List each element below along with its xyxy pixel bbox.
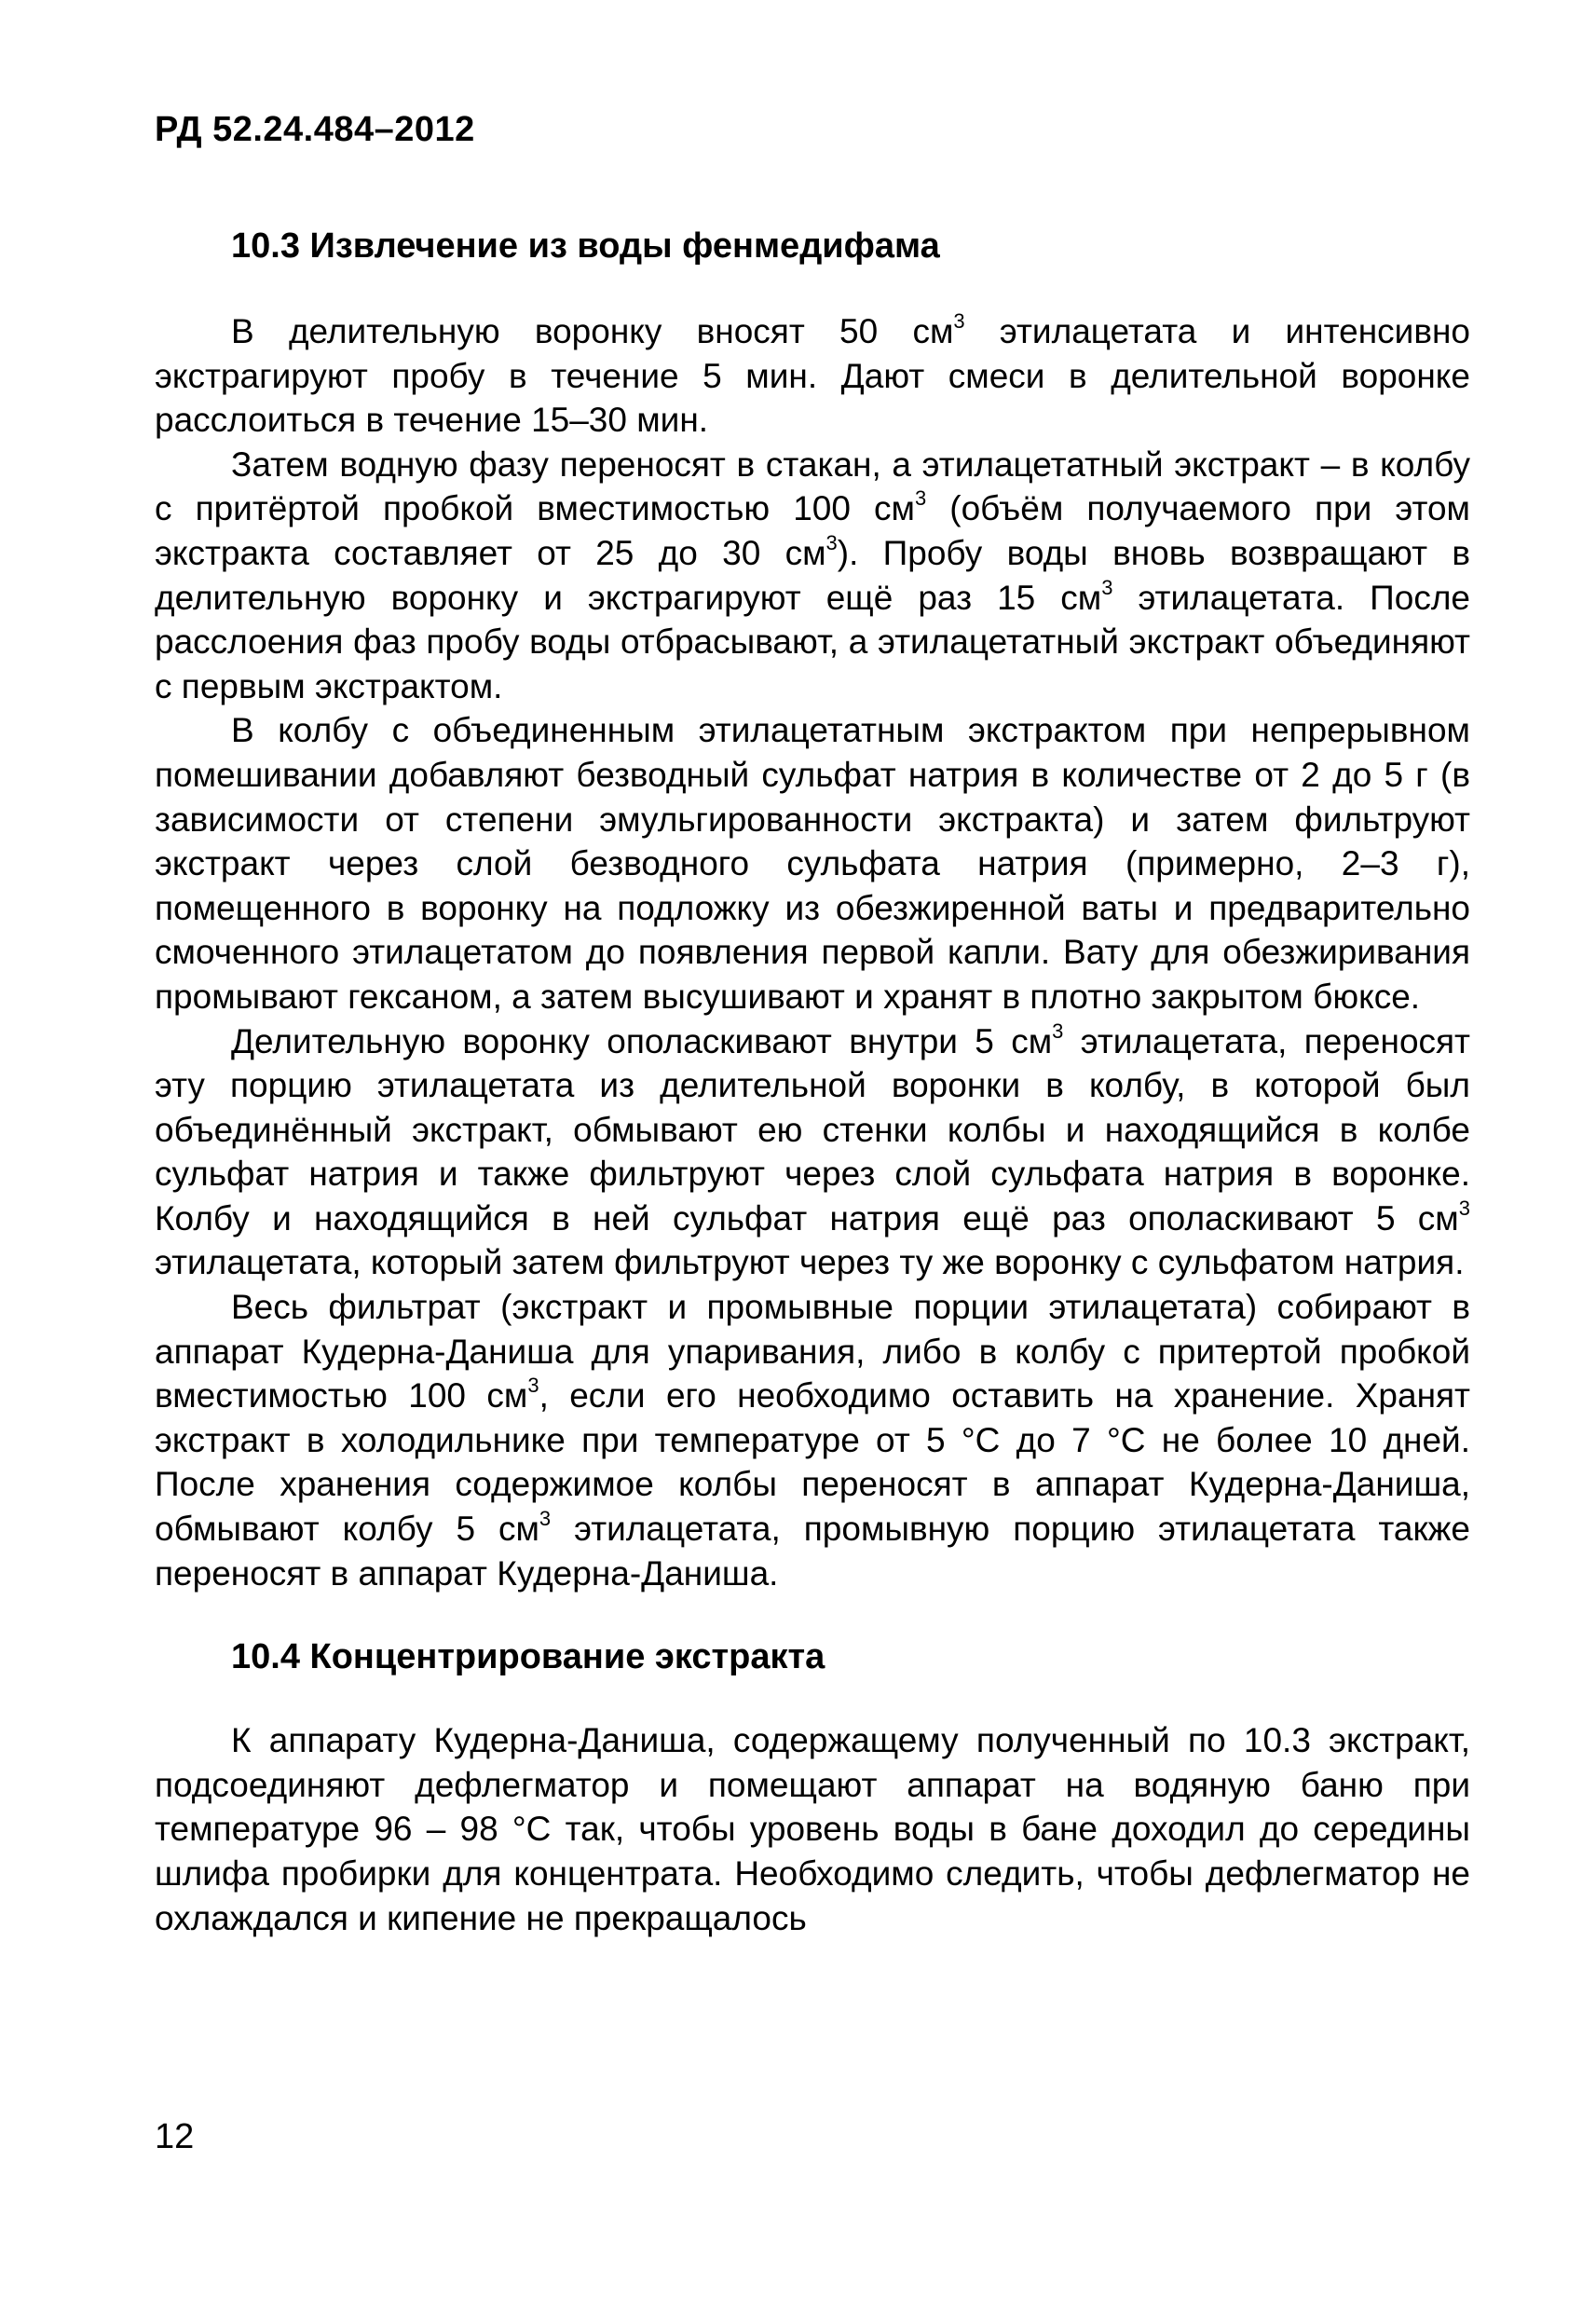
superscript: 3 <box>953 309 965 333</box>
page-content <box>155 224 1470 1940</box>
paragraph-10-3-3: В колбу с объединенным этилацетатным экстрактом при непрерывном помешивании добавляют безводный сульфат натрия в количестве от 2 до 5 г (в зависимости от степени эмульгированности экстракта) и затем фильтруют экстракт через слой безводного сульфата натрия (примерно, 2–3 г), помещенного в воронку на подложку из обезжиренной ваты и предварительно смоченного этилацетатом до появления первой капли. Вату для обезжиривания промывают гексаном, а затем высушивают и хранят в плотно закрытом бюксе. <box>155 711 1470 1016</box>
section-heading-10-4: 10.4 Концентрирование экстракта <box>231 1637 825 1677</box>
paragraph-10-3-2 <box>155 443 1470 709</box>
paragraph-10-3-5 <box>155 1285 1470 1595</box>
text-run: , если его необходимо оставить на хранение. Хранят экстракт в холодильнике при температуре от 5 °С до 7 °С не более 10 дней. После хранения содержимое колбы переносят в аппарат Кудерна-Даниша, обмывают колбу 5 см <box>155 1376 1471 1549</box>
text-run: Весь фильтрат (экстракт и промывные порции этилацетата) собирают в аппарат Кудерна-Даниша для упаривания, либо в колбу с притертой пробкой вместимостью 100 см <box>155 1288 1470 1415</box>
document-code: РД 52.24.484–2012 <box>155 110 475 149</box>
text-run: В делительную воронку вносят 50 см <box>231 312 954 350</box>
superscript: 3 <box>527 1374 539 1398</box>
paragraph-10-4-1: К аппарату Кудерна-Даниша, содержащему полученный по 10.3 экстракт, подсоединяют дефлегматор и помещают аппарат на водяную баню при температуре 96 – 98 °С так, чтобы уровень воды в бане доходил до середины шлифа пробирки для концентрата. Необходимо следить, чтобы дефлегматор не охлаждался и кипение не прекращалось <box>155 1721 1470 1937</box>
superscript: 3 <box>825 530 838 554</box>
text-run: этилацетата, переносят эту порцию этилацетата из делительной воронки в колбу, в которой был объединённый экстракт, обмывают ею стенки колбы и находящийся в колбе сульфат натрия и также фильтруют через слой сульфата натрия в воронке. Колбу и находящийся в ней сульфат натрия ещё раз ополаскивают 5 см <box>155 1021 1471 1238</box>
text-run: (объём получаемого при этом экстракта составляет от 25 до 30 см <box>155 489 1470 572</box>
text-run: Делительную воронку ополаскивают внутри 5 см <box>231 1021 1053 1060</box>
page-number: 12 <box>155 2117 195 2156</box>
text-run: этилацетата. После расслоения фаз пробу воды отбрасывают, а этилацетатный экстракт объединяют с первым экстрактом. <box>155 578 1470 705</box>
section-spacer <box>155 1595 1470 1634</box>
paragraph-10-3-1 <box>155 309 1470 443</box>
superscript: 3 <box>1101 575 1113 599</box>
paragraph-10-3-4 <box>155 1019 1470 1286</box>
text-run: этилацетата, который затем фильтруют через ту же воронку с сульфатом натрия. <box>155 1243 1465 1282</box>
superscript: 3 <box>1458 1196 1470 1220</box>
text-run: Затем водную фазу переносят в стакан, а этилацетатный экстракт – в колбу с притёртой пробкой вместимостью 100 см <box>155 444 1470 528</box>
superscript: 3 <box>914 486 927 511</box>
section-heading-10-3: 10.3 Извлечение из воды фенмедифама <box>231 226 940 266</box>
superscript: 3 <box>539 1507 552 1531</box>
text-run: этилацетата, промывную порцию этилацетата также переносят в аппарат Кудерна-Даниша. <box>155 1510 1470 1593</box>
text-run: этилацетата и интенсивно экстрагируют пробу в течение 5 мин. Дают смеси в делительной воронке расслоиться в течение 15–30 мин. <box>155 312 1470 440</box>
superscript: 3 <box>1052 1019 1064 1043</box>
text-run: ). Пробу воды вновь возвращают в делительную воронку и экстрагируют ещё раз 15 см <box>155 533 1470 617</box>
